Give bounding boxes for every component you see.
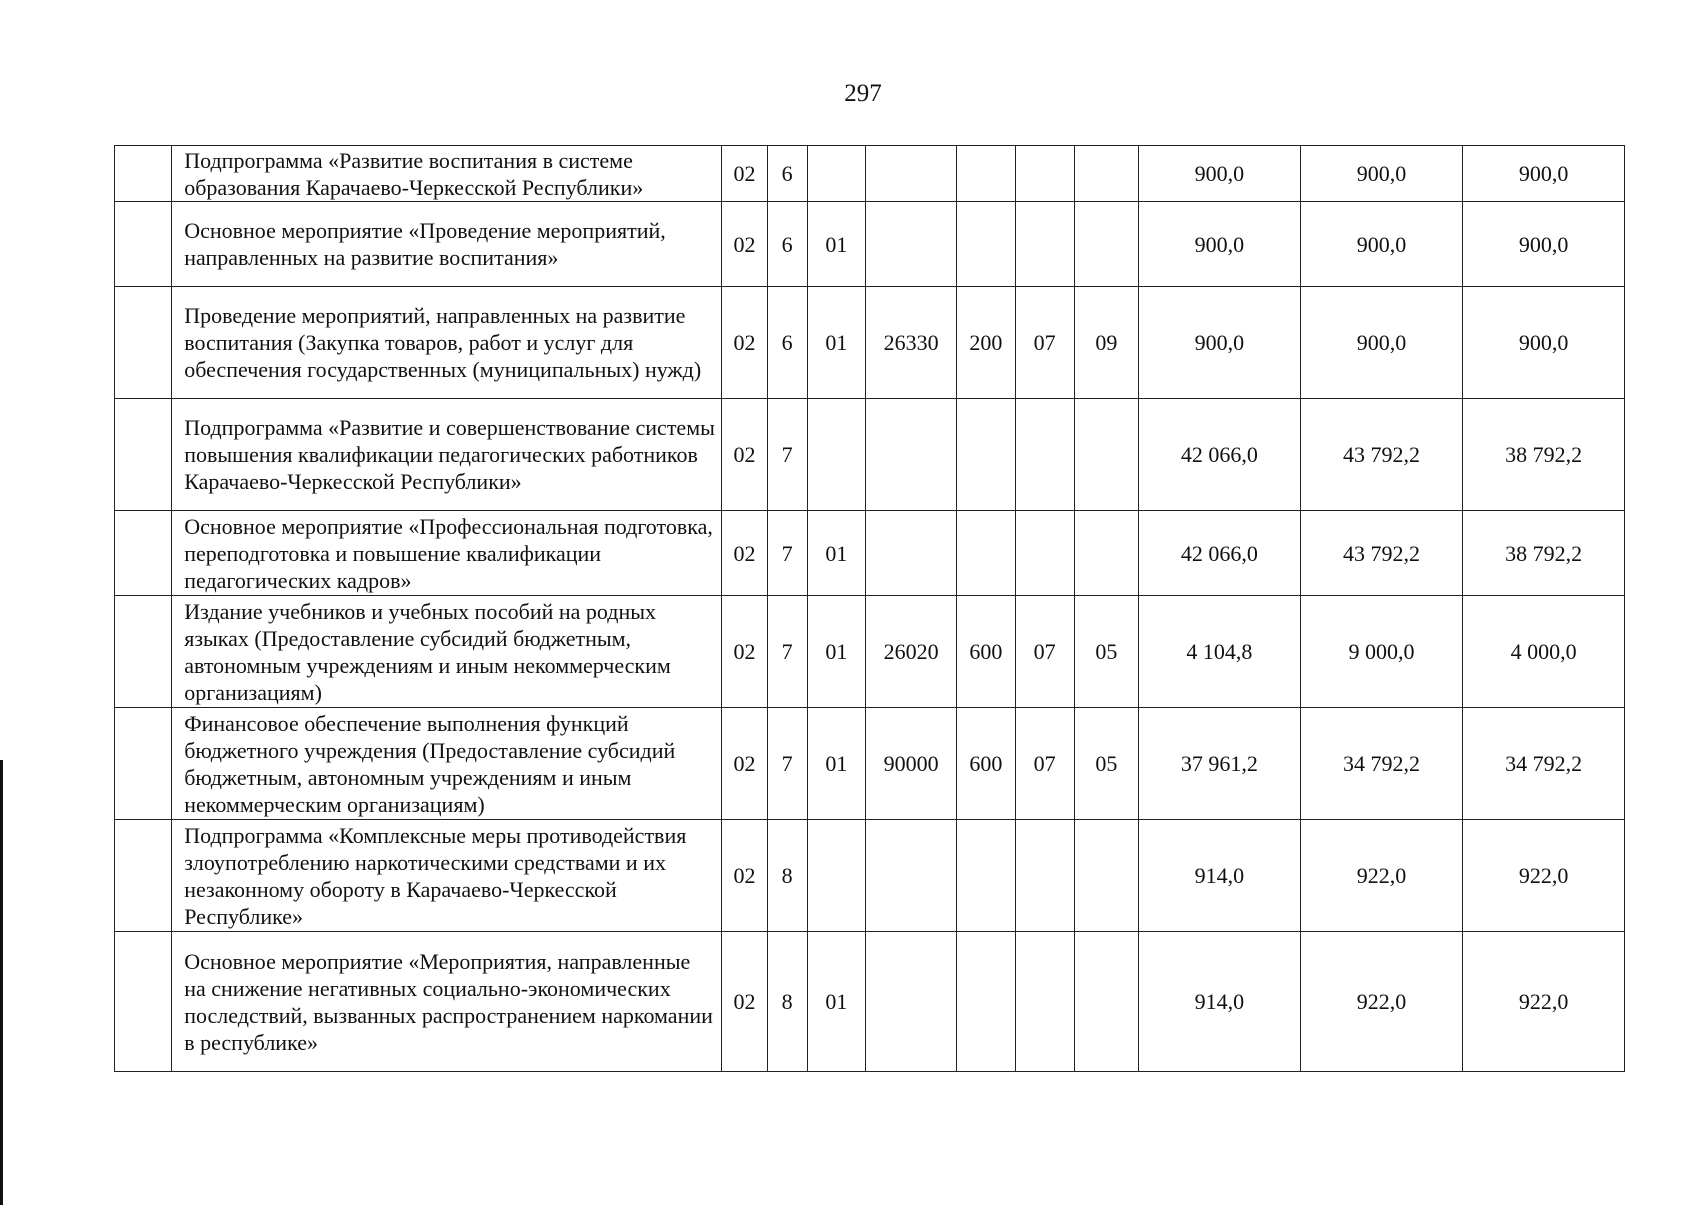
expense-type-code xyxy=(957,820,1015,932)
table-row xyxy=(115,511,1625,596)
program-code: 02 xyxy=(722,202,767,287)
subsection-code xyxy=(1074,146,1138,202)
table-row xyxy=(115,932,1625,1072)
subprogram-code: 7 xyxy=(767,511,807,596)
program-code: 02 xyxy=(722,932,767,1072)
table-row xyxy=(115,399,1625,511)
amount-year1: 42 066,0 xyxy=(1139,399,1301,511)
direction-code xyxy=(865,202,956,287)
subsection-code xyxy=(1074,932,1138,1072)
subsection-code: 09 xyxy=(1074,287,1138,399)
subprogram-code: 8 xyxy=(767,820,807,932)
event-code: 01 xyxy=(807,708,865,820)
subprogram-code: 6 xyxy=(767,146,807,202)
row-number-cell xyxy=(115,820,172,932)
expense-type-code: 200 xyxy=(957,287,1015,399)
amount-year2: 43 792,2 xyxy=(1300,511,1463,596)
row-number-cell xyxy=(115,932,172,1072)
event-code: 01 xyxy=(807,287,865,399)
event-code xyxy=(807,399,865,511)
subsection-code: 05 xyxy=(1074,596,1138,708)
direction-code xyxy=(865,820,956,932)
row-name: Основное мероприятие «Профессиональная подготовка, переподготовка и повышение квалификации педагогических кадров» xyxy=(172,511,722,596)
row-number-cell xyxy=(115,287,172,399)
row-name: Подпрограмма «Комплексные меры противодействия злоупотреблению наркотическими средствами и их незаконному обороту в Карачаево-Черкесской Республике» xyxy=(172,820,722,932)
amount-year2: 900,0 xyxy=(1300,146,1463,202)
amount-year1: 914,0 xyxy=(1139,820,1301,932)
amount-year1: 900,0 xyxy=(1139,287,1301,399)
row-name: Основное мероприятие «Проведение мероприятий, направленных на развитие воспитания» xyxy=(172,202,722,287)
table-row xyxy=(115,287,1625,399)
event-code: 01 xyxy=(807,511,865,596)
amount-year2: 900,0 xyxy=(1300,287,1463,399)
program-code: 02 xyxy=(722,820,767,932)
amount-year3: 38 792,2 xyxy=(1463,511,1625,596)
section-code xyxy=(1015,820,1074,932)
amount-year1: 914,0 xyxy=(1139,932,1301,1072)
event-code: 01 xyxy=(807,932,865,1072)
amount-year1: 4 104,8 xyxy=(1139,596,1301,708)
row-name: Подпрограмма «Развитие и совершенствование системы повышения квалификации педагогических работников Карачаево-Черкесской Республики» xyxy=(172,399,722,511)
row-number-cell xyxy=(115,202,172,287)
program-code: 02 xyxy=(722,399,767,511)
amount-year2: 43 792,2 xyxy=(1300,399,1463,511)
program-code: 02 xyxy=(722,708,767,820)
direction-code xyxy=(865,146,956,202)
amount-year3: 900,0 xyxy=(1463,202,1625,287)
page-number: 297 xyxy=(844,80,882,107)
expense-type-code xyxy=(957,202,1015,287)
subprogram-code: 7 xyxy=(767,708,807,820)
table-row xyxy=(115,820,1625,932)
amount-year3: 34 792,2 xyxy=(1463,708,1625,820)
table-row xyxy=(115,202,1625,287)
row-name: Основное мероприятие «Мероприятия, направленные на снижение негативных социально-экономических последствий, вызванных распространением наркомании в республике» xyxy=(172,932,722,1072)
program-code: 02 xyxy=(722,287,767,399)
subprogram-code: 8 xyxy=(767,932,807,1072)
subsection-code xyxy=(1074,399,1138,511)
expense-type-code: 600 xyxy=(957,596,1015,708)
amount-year3: 922,0 xyxy=(1463,932,1625,1072)
row-number-cell xyxy=(115,399,172,511)
expense-type-code xyxy=(957,399,1015,511)
program-code: 02 xyxy=(722,511,767,596)
amount-year1: 42 066,0 xyxy=(1139,511,1301,596)
section-code: 07 xyxy=(1015,287,1074,399)
row-number-cell xyxy=(115,511,172,596)
amount-year2: 922,0 xyxy=(1300,932,1463,1072)
budget-table xyxy=(114,145,1625,1072)
event-code: 01 xyxy=(807,202,865,287)
amount-year1: 900,0 xyxy=(1139,202,1301,287)
direction-code: 26020 xyxy=(865,596,956,708)
row-name: Финансовое обеспечение выполнения функций бюджетного учреждения (Предоставление субсидий бюджетным, автономным учреждениям и иным некоммерческим организациям) xyxy=(172,708,722,820)
subsection-code xyxy=(1074,511,1138,596)
subsection-code: 05 xyxy=(1074,708,1138,820)
event-code: 01 xyxy=(807,596,865,708)
section-code xyxy=(1015,146,1074,202)
amount-year3: 38 792,2 xyxy=(1463,399,1625,511)
table-row xyxy=(115,146,1625,202)
subprogram-code: 7 xyxy=(767,596,807,708)
event-code xyxy=(807,820,865,932)
expense-type-code xyxy=(957,146,1015,202)
table-row xyxy=(115,596,1625,708)
subsection-code xyxy=(1074,202,1138,287)
row-number-cell xyxy=(115,146,172,202)
row-number-cell xyxy=(115,596,172,708)
subprogram-code: 6 xyxy=(767,202,807,287)
program-code: 02 xyxy=(722,146,767,202)
row-name: Издание учебников и учебных пособий на родных языках (Предоставление субсидий бюджетным, автономным учреждениям и иным некоммерческим организациям) xyxy=(172,596,722,708)
section-code: 07 xyxy=(1015,708,1074,820)
amount-year3: 922,0 xyxy=(1463,820,1625,932)
amount-year1: 900,0 xyxy=(1139,146,1301,202)
scan-margin-bar xyxy=(0,760,3,1205)
amount-year2: 900,0 xyxy=(1300,202,1463,287)
subprogram-code: 7 xyxy=(767,399,807,511)
section-code xyxy=(1015,399,1074,511)
amount-year2: 34 792,2 xyxy=(1300,708,1463,820)
subsection-code xyxy=(1074,820,1138,932)
section-code xyxy=(1015,932,1074,1072)
row-name: Проведение мероприятий, направленных на развитие воспитания (Закупка товаров, работ и услуг для обеспечения государственных (муниципальных) нужд) xyxy=(172,287,722,399)
subprogram-code: 6 xyxy=(767,287,807,399)
direction-code xyxy=(865,932,956,1072)
expense-type-code xyxy=(957,932,1015,1072)
direction-code: 90000 xyxy=(865,708,956,820)
amount-year1: 37 961,2 xyxy=(1139,708,1301,820)
section-code xyxy=(1015,511,1074,596)
amount-year2: 922,0 xyxy=(1300,820,1463,932)
direction-code xyxy=(865,511,956,596)
direction-code xyxy=(865,399,956,511)
event-code xyxy=(807,146,865,202)
amount-year2: 9 000,0 xyxy=(1300,596,1463,708)
amount-year3: 4 000,0 xyxy=(1463,596,1625,708)
program-code: 02 xyxy=(722,596,767,708)
direction-code: 26330 xyxy=(865,287,956,399)
amount-year3: 900,0 xyxy=(1463,287,1625,399)
row-number-cell xyxy=(115,708,172,820)
section-code: 07 xyxy=(1015,596,1074,708)
row-name: Подпрограмма «Развитие воспитания в системе образования Карачаево-Черкесской Республики» xyxy=(172,146,722,202)
expense-type-code xyxy=(957,511,1015,596)
table-row xyxy=(115,708,1625,820)
section-code xyxy=(1015,202,1074,287)
expense-type-code: 600 xyxy=(957,708,1015,820)
amount-year3: 900,0 xyxy=(1463,146,1625,202)
